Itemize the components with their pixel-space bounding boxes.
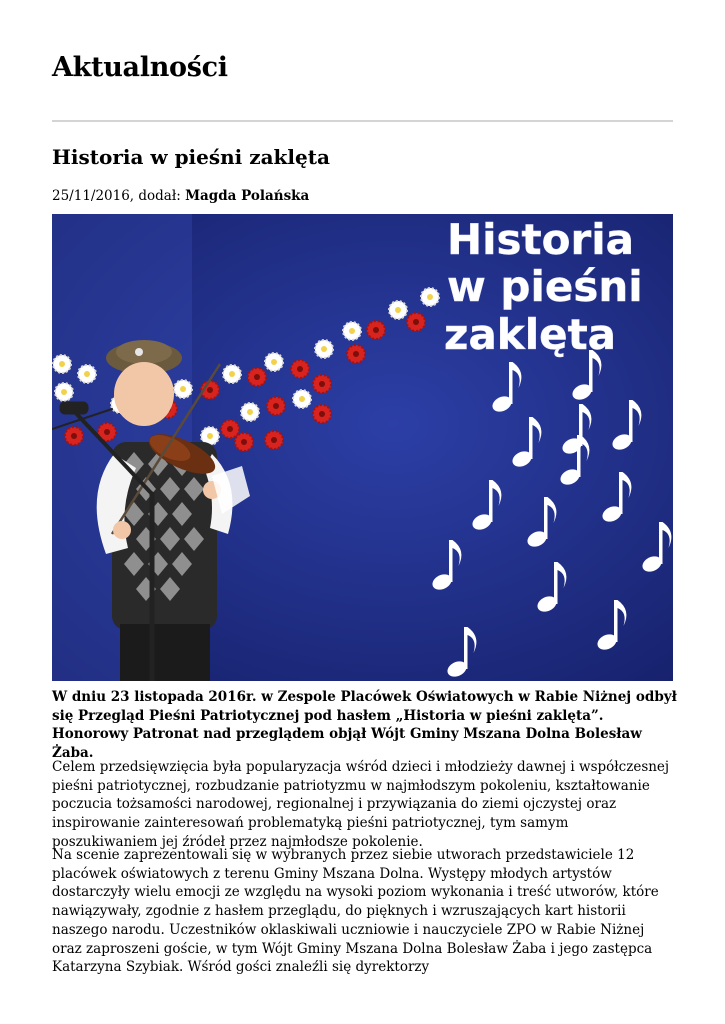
section-divider xyxy=(52,120,673,122)
article-lead: W dniu 23 listopada 2016r. w Zespole Placówek Oświatowych w Rabie Niżnej odbył się Przegląd Pieśni Patriotycznej pod hasłem „Historia w pieśni zaklęta”. Honorowy Patronat nad przeglądem objął Wójt Gminy Mszana Dolna Bolesław Żaba. xyxy=(52,689,677,762)
banner-text xyxy=(444,215,643,359)
article-author: Magda Polańska xyxy=(185,188,310,204)
section-title: Aktualności xyxy=(52,52,228,83)
banner-line-3: zaklęta xyxy=(444,310,617,359)
article-paragraph-1: Celem przedsięwzięcia była popularyzacja wśród dzieci i młodzieży dawnej i współczesnej pieśni patriotycznej, rozbudzanie patriotyzmu w najmłodszym pokoleniu, kształtowanie poczucia tożsamości narodowej, regionalnej i przywiązania do ziemi ojczystej oraz inspirowanie zainteresowań problematyką pieśni patriotycznej, tym samym poszukiwaniem jej źródeł przez najmłodsze pokolenie. xyxy=(52,759,670,850)
article-photo[interactable] xyxy=(52,214,673,681)
banner-line-2: w pieśni xyxy=(447,262,643,311)
article-paragraph-2: Na scenie zaprezentowali się w wybranych przez siebie utworach przedstawiciele 12 placówek oświatowych z terenu Gminy Mszana Dolna. Występy młodych artystów dostarczyły wielu emocji ze względu na wysoki poziom wykonania i treść utworów, które nawiązywały, zgodnie z hasłem przeglądu, do pięknych i wzruszających kart historii naszego narodu. Uczestników oklaskiwali uczniowie i nauczyciele ZPO w Rabie Niżnej oraz zaproszeni goście, w tym Wójt Gminy Mszana Dolna Bolesław Żaba i jego zastępca Katarzyna Szybiak. Wśród gości znaleźli się dyrektorzy xyxy=(52,847,659,976)
article-date: 25/11/2016, dodał: xyxy=(52,188,186,204)
article-title[interactable]: Historia w pieśni zaklęta xyxy=(52,145,330,169)
banner-line-1: Historia xyxy=(447,215,634,264)
article-meta xyxy=(52,188,309,204)
